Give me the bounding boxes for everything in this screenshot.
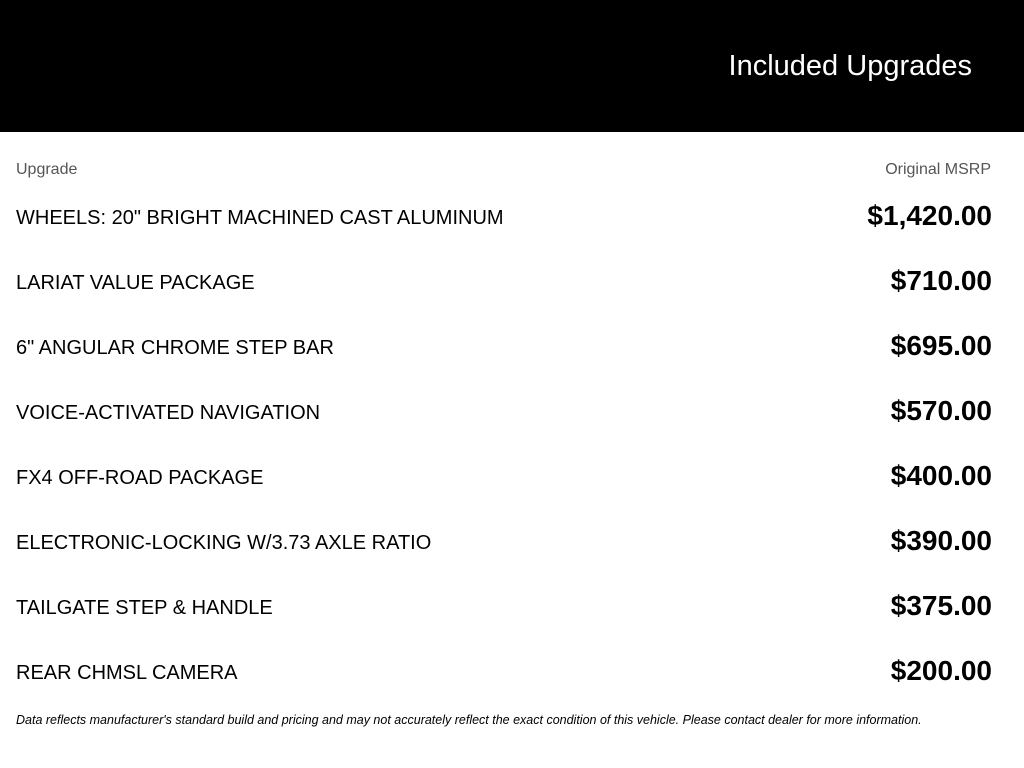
table-row <box>0 653 1024 693</box>
upgrade-price: $1,420.00 <box>867 200 992 231</box>
disclaimer-text: Data reflects manufacturer's standard build and pricing and may not accurately reflect the exact condition of this vehicle. Please contact dealer for more information. <box>16 713 922 727</box>
upgrade-name: VOICE-ACTIVATED NAVIGATION <box>16 402 321 424</box>
table-row <box>0 263 1024 303</box>
page-title: Included Upgrades <box>728 50 972 82</box>
table-row <box>0 458 1024 498</box>
upgrade-price: $710.00 <box>890 265 992 296</box>
upgrade-price: $375.00 <box>890 590 992 621</box>
upgrade-price: $400.00 <box>890 460 992 491</box>
upgrade-name: LARIAT VALUE PACKAGE <box>16 272 255 294</box>
table-row <box>0 588 1024 628</box>
table-row <box>0 328 1024 368</box>
upgrade-name: FX4 OFF-ROAD PACKAGE <box>16 467 264 489</box>
upgrade-price: $390.00 <box>890 525 992 556</box>
column-header-msrp: Original MSRP <box>885 161 991 178</box>
upgrade-name: TAILGATE STEP & HANDLE <box>16 597 273 619</box>
upgrade-price: $695.00 <box>890 330 992 361</box>
column-header-upgrade: Upgrade <box>16 161 78 178</box>
upgrade-price: $200.00 <box>890 655 992 686</box>
upgrade-name: WHEELS: 20" BRIGHT MACHINED CAST ALUMINUM <box>16 207 504 229</box>
table-row <box>0 198 1024 238</box>
upgrade-name: REAR CHMSL CAMERA <box>16 662 238 684</box>
upgrade-name: ELECTRONIC-LOCKING W/3.73 AXLE RATIO <box>16 532 432 554</box>
upgrade-price: $570.00 <box>890 395 992 426</box>
upgrade-name: 6" ANGULAR CHROME STEP BAR <box>16 337 334 359</box>
table-row <box>0 393 1024 433</box>
table-row <box>0 523 1024 563</box>
header-bar <box>0 0 1024 132</box>
